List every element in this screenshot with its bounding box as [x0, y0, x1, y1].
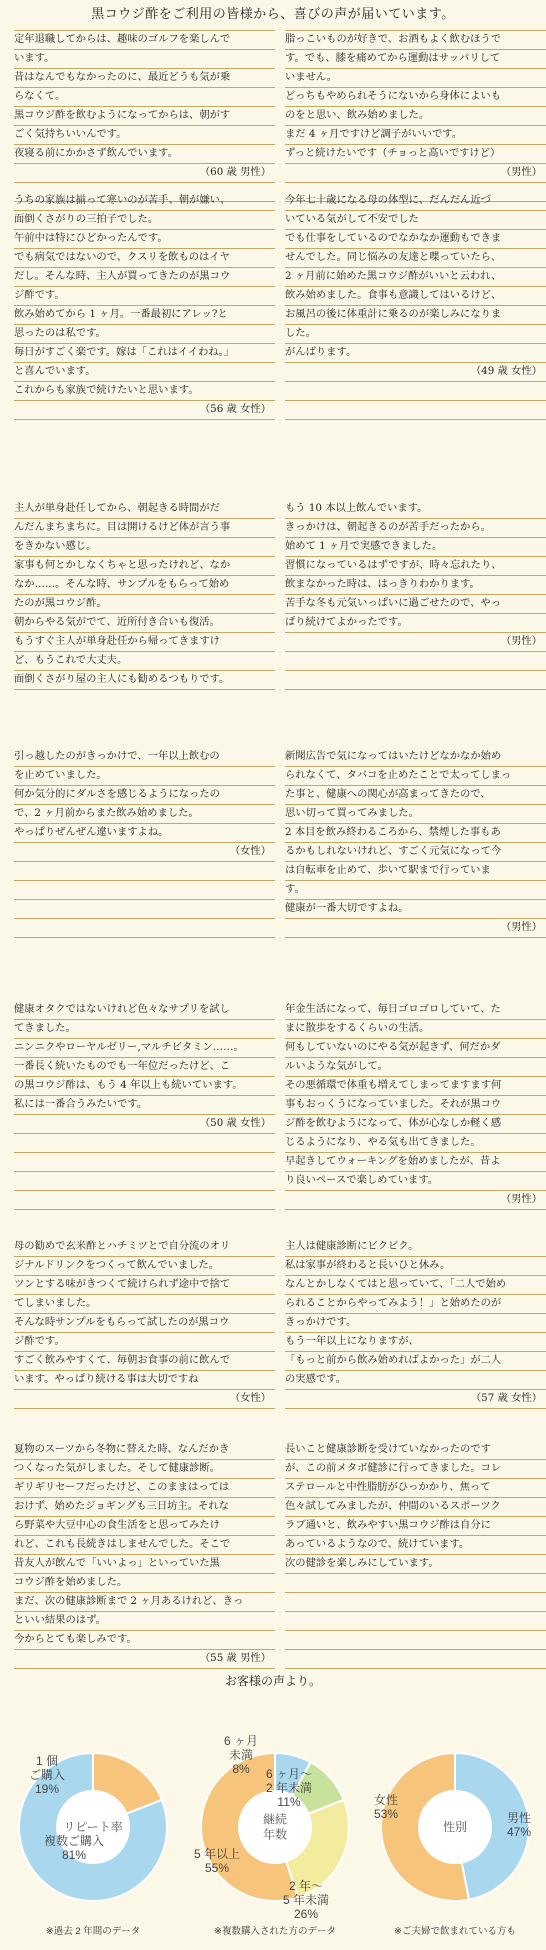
testimonial-signature: （男性）	[285, 633, 546, 652]
testimonial-line: おけず、始めたジョギングも三日坊主。それな	[14, 1498, 275, 1517]
testimonial-line: 色々試してみましたが、仲間のいるスポーツク	[285, 1498, 546, 1517]
testimonial-line: 主人は健康診断にビクビク。	[285, 1238, 546, 1257]
testimonial-line: ステロールと中性脂肪がひっかかり、焦って	[285, 1479, 546, 1498]
testimonial-line: 今年七十歳になる母の体型に、だんだん近づ	[285, 192, 546, 211]
testimonial-line: たのが黒コウジ酢。	[14, 595, 275, 614]
testimonial-line: を止めていました。	[14, 767, 275, 786]
testimonial-line: 私は家事が終わると長いひと休み。	[285, 1257, 546, 1276]
testimonial-line: なか……。そんな時、サンプルをもらって始め	[14, 576, 275, 595]
testimonial-line: は自転車を止めて、歩いて駅まで行っていま	[285, 862, 546, 881]
testimonial-signature: （55 歳 男性）	[14, 1650, 275, 1669]
testimonial-card	[14, 1441, 275, 1669]
testimonial-line: やっぱりぜんぜん違いますよね。	[14, 824, 275, 843]
slice-value-label: 11%	[277, 1795, 301, 1809]
slice-name-label: ご購入	[28, 1768, 66, 1782]
testimonial-line: せんでした。同じ悩みの友達と喋っていたら、	[285, 249, 546, 268]
testimonial-card	[14, 1238, 275, 1409]
testimonial-line: もうすぐ主人が単身赴任から帰ってきますけ	[14, 633, 275, 652]
ruled-line	[14, 1191, 275, 1210]
ruled-line	[285, 1593, 546, 1612]
ruled-line	[14, 1153, 275, 1172]
donut-center-label: 継続	[262, 1812, 288, 1827]
testimonial-line: 母の勧めで玄米酢とハチミツとで自分流のオリ	[14, 1238, 275, 1257]
testimonial-card	[285, 1441, 546, 1669]
testimonial-line: 黒コウジ酢を飲むようになってからは、朝がす	[14, 107, 275, 126]
ruled-line	[14, 1172, 275, 1191]
testimonial-line: コウジ酢を始めました。	[14, 1574, 275, 1593]
ruled-line	[14, 1134, 275, 1153]
testimonial-line: いている気がして不安でした	[285, 211, 546, 230]
testimonial-line: ギリギリセーフだったけど、このままはっては	[14, 1479, 275, 1498]
testimonial-line: きっかけは、朝起きるのが苦手だったから。	[285, 519, 546, 538]
testimonial-line: ニンニクやローヤルゼリー,マルチビタミン……。	[14, 1039, 275, 1058]
testimonial-line: 長いこと健康診断を受けていなかったのです	[285, 1441, 546, 1460]
continuation-years-svg	[184, 1690, 366, 1920]
ruled-line	[285, 382, 546, 401]
ruled-line	[14, 881, 275, 900]
testimonial-line: まに散歩をするくらいの生活。	[285, 1020, 546, 1039]
testimonial-line: 昔はなんでもなかったのに、最近どうも気が乗	[14, 69, 275, 88]
ruled-line	[14, 900, 275, 919]
testimonial-line: をきかない感じ。	[14, 538, 275, 557]
testimonial-line: 思ったのは私です。	[14, 325, 275, 344]
repeat-rate-note: ※過去 2 年間のデータ	[45, 1926, 141, 1937]
testimonial-line: がんばります。	[285, 344, 546, 363]
testimonial-line: 夏物のスーツから冬物に替えた時、なんだかき	[14, 1441, 275, 1460]
testimonial-line: れど、これも長続きはしませんでした。そこで	[14, 1536, 275, 1555]
testimonial-card	[285, 748, 546, 938]
survey-title: お客様の声より。	[224, 1674, 321, 1688]
testimonial-line: ツンとする味がきつくて続けられず途中で捨て	[14, 1276, 275, 1295]
ruled-line	[285, 1650, 546, 1669]
testimonial-line: います。やっぱり続ける事は大切ですね	[14, 1371, 275, 1390]
testimonial-line: 飲み始めました。食事も意識してはいるけど、	[285, 287, 546, 306]
testimonial-line: いません。	[285, 69, 546, 88]
testimonial-line: 事もおっくうになっていました。それが黒コウ	[285, 1096, 546, 1115]
repeat-rate-chart	[2, 1690, 184, 1950]
testimonial-signature: （60 歳 男性）	[14, 164, 275, 183]
testimonial-line: 思い切って買ってみました。	[285, 805, 546, 824]
slice-name-label: 6 ヶ月〜	[265, 1767, 313, 1781]
testimonial-line: じるようになり、やる気も出てきました。	[285, 1134, 546, 1153]
slice-value-label: 53%	[373, 1807, 399, 1821]
testimonial-line: ごく気持ちいいんです。	[14, 126, 275, 145]
testimonial-line: その悪循環で体重も増えてしまってますます何	[285, 1077, 546, 1096]
slice-name-label: 男性	[506, 1811, 532, 1825]
ruled-line	[285, 1631, 546, 1650]
testimonial-line: もう一年以上になりますが、	[285, 1333, 546, 1352]
ruled-line	[14, 919, 275, 938]
testimonial-line: 私には一番合うみたいです。	[14, 1096, 275, 1115]
slice-name-label: 6 ヶ月	[223, 1734, 259, 1748]
testimonial-signature: （男性）	[285, 919, 546, 938]
testimonial-line: お風呂の後に体重計に乗るのが楽しみになりま	[285, 306, 546, 325]
testimonial-card	[285, 500, 546, 690]
testimonial-card	[14, 748, 275, 938]
testimonial-signature: （50 歳 女性）	[14, 1115, 275, 1134]
testimonial-signature: （女性）	[14, 843, 275, 862]
testimonial-signature: （57 歳 女性）	[285, 1390, 546, 1409]
testimonial-line: 2 ヶ月前に始めた黒コウジ酢がいいと云われ、	[285, 268, 546, 287]
testimonial-line: られることからやってみよう！」と始めたのが	[285, 1295, 546, 1314]
testimonial-line: 主人が単身赴任してから、朝起きる時間がだ	[14, 500, 275, 519]
testimonial-line: うちの家族は揃って寒いのが苦手、朝が嫌い、	[14, 192, 275, 211]
slice-name-label: 2 年〜	[288, 1879, 324, 1893]
testimonial-signature: （男性）	[285, 164, 546, 183]
continuation-years-note: ※複数購入された方のデータ	[214, 1926, 336, 1937]
testimonial-line: 習慣になっているはずですが、時々忘れたり、	[285, 557, 546, 576]
testimonial-line: のをと思い、飲み始めました。	[285, 107, 546, 126]
testimonial-line: 朝からやる気がでて、近所付き合いも復活。	[14, 614, 275, 633]
testimonial-line: 健康が一番大切ですよね。	[285, 900, 546, 919]
gender-note: ※ご夫婦で飲まれている方も	[394, 1926, 516, 1937]
testimonial-line: きっかけです。	[285, 1314, 546, 1333]
slice-value-label: 47%	[506, 1825, 532, 1839]
testimonial-signature: （49 歳 女性）	[285, 363, 546, 382]
testimonial-line: 次の健診を楽しみにしています。	[285, 1555, 546, 1574]
testimonial-line: が、この前メタボ健診に行ってきました。コレ	[285, 1460, 546, 1479]
donut-center-label: 性別	[442, 1820, 468, 1834]
testimonial-signature: （男性）	[285, 1191, 546, 1210]
testimonial-line: 新聞広告で気になってはいたけどなかなか始め	[285, 748, 546, 767]
testimonial-line: 一番長く続いたものでも一年位だったけど、こ	[14, 1058, 275, 1077]
testimonial-card	[285, 30, 546, 202]
testimonial-line: と喜んでいます。	[14, 363, 275, 382]
testimonial-line: す。でも、膝を痛めてから運動はサッパリして	[285, 50, 546, 69]
testimonial-line: 夜寝る前にかかさず飲んでいます。	[14, 145, 275, 164]
testimonial-line: ら野菜や大豆中心の食生活をと思ってみたけ	[14, 1517, 275, 1536]
testimonial-card	[285, 1001, 546, 1210]
testimonial-card	[14, 500, 275, 690]
ruled-line	[285, 1612, 546, 1631]
testimonial-line: でも仕事をしているのでなかなか運動もできま	[285, 230, 546, 249]
testimonial-line: だし。そんな時、主人が買ってきたのが黒コウ	[14, 268, 275, 287]
testimonial-line: 年金生活になって、毎日ゴロゴロしていて、た	[285, 1001, 546, 1020]
testimonial-line: ずっと続けたいです（チョっと高いですけど）	[285, 145, 546, 164]
slice-name-label: 1 個	[35, 1754, 59, 1768]
testimonial-line: てきました。	[14, 1020, 275, 1039]
testimonial-line: られなくて、タバコを止めたことで太ってしまっ	[285, 767, 546, 786]
slice-name-label: 5 年未満	[282, 1893, 330, 1907]
donut-center-label: リピート率	[63, 1820, 123, 1834]
slice-name-label: 5 年以上	[193, 1847, 241, 1861]
testimonial-line: した。	[285, 325, 546, 344]
slice-name-label: 複数ご購入	[43, 1834, 105, 1848]
testimonial-line: そんな時サンプルをもらって試したのが黒コウ	[14, 1314, 275, 1333]
testimonial-line: 何もしていないのにやる気が起きず、何だかダ	[285, 1039, 546, 1058]
testimonial-line: 飲み始めてから 1 ヶ月。一番最初にアレッ?と	[14, 306, 275, 325]
testimonial-line: らなくて。	[14, 88, 275, 107]
testimonial-card	[14, 30, 275, 202]
testimonial-line: ルいような気がして。	[285, 1058, 546, 1077]
slice-value-label: 8%	[232, 1762, 250, 1776]
testimonial-line: 面倒くさがりの三拍子でした。	[14, 211, 275, 230]
slice-value-label: 81%	[61, 1848, 87, 1862]
testimonial-line: 「もっと前から飲み始めればよかった」が二人	[285, 1352, 546, 1371]
slice-value-label: 55%	[204, 1861, 230, 1875]
testimonial-line: た事と、健康への関心が高まってきたので、	[285, 786, 546, 805]
testimonial-line: 昔友人が飲んで「いいよっ」といっていた黒	[14, 1555, 275, 1574]
testimonial-card	[285, 192, 546, 420]
testimonial-line: 今からとても楽しみです。	[14, 1631, 275, 1650]
slice-name-label: 2 年未満	[265, 1781, 313, 1795]
testimonial-line: これからも家族で続けたいと思います。	[14, 382, 275, 401]
testimonial-line: ジナルドリンクをつくって飲んでいました。	[14, 1257, 275, 1276]
testimonial-line: 健康オタクではないけれど色々なサプリを試し	[14, 1001, 275, 1020]
testimonial-line: で、2 ヶ月前からまた飲み始めました。	[14, 805, 275, 824]
testimonial-line: すごく飲みやすくて、毎朝お食事の前に飲んで	[14, 1352, 275, 1371]
testimonial-line: ぱり続けてよかったです。	[285, 614, 546, 633]
slice-name-label: 女性	[373, 1793, 399, 1807]
testimonial-line: の黒コウジ酢は、もう 4 年以上も続いています。	[14, 1077, 275, 1096]
ruled-line	[285, 401, 546, 420]
testimonial-line: います。	[14, 50, 275, 69]
slice-value-label: 19%	[34, 1782, 60, 1796]
slice-value-label: 26%	[293, 1907, 319, 1920]
testimonial-line: ジ酢を飲むようになって、体が心なしか軽く感	[285, 1115, 546, 1134]
ruled-line	[285, 671, 546, 690]
testimonial-line: 何か気分的にダルさを感じるようになったの	[14, 786, 275, 805]
testimonial-line: まだ、次の健康診断まで 2 ヶ月あるけれど、きっ	[14, 1593, 275, 1612]
testimonial-line: 引っ越したのがきっかけで、一年以上飲むの	[14, 748, 275, 767]
testimonial-line: 家事も何とかしなくちゃと思ったけれど、なか	[14, 557, 275, 576]
testimonial-line: ジ酢です。	[14, 287, 275, 306]
testimonial-line: 脂っこいものが好きで、お酒もよく飲むほうで	[285, 31, 546, 50]
testimonial-line: 始めて 1 ヶ月で実感できました。	[285, 538, 546, 557]
testimonial-line: ジ酢です。	[14, 1333, 275, 1352]
testimonial-line: るかもしれないけれど、すごく元気になって今	[285, 843, 546, 862]
testimonial-card	[285, 1238, 546, 1409]
testimonial-line: あっているようなので、続けています。	[285, 1536, 546, 1555]
ruled-line	[285, 652, 546, 671]
testimonial-line: なんとかしなくてはと思っていて、「二人で始め	[285, 1276, 546, 1295]
testimonial-line: てしまいました。	[14, 1295, 275, 1314]
testimonial-card	[14, 192, 275, 420]
page-title: 黒コウジ酢をご利用の皆様から、喜びの声が届いています。	[91, 7, 455, 22]
testimonial-line: 毎日がすごく楽です。嫁は「これはイイわね。」	[14, 344, 275, 363]
ruled-line	[285, 1574, 546, 1593]
testimonial-line: んだんまちまちに。目は開けるけど体が言う事	[14, 519, 275, 538]
testimonial-line: 飲まなかった時は、はっきりわかります。	[285, 576, 546, 595]
testimonial-line: す。	[285, 881, 546, 900]
gender-chart	[364, 1690, 546, 1950]
slice-name-label: 未満	[228, 1748, 254, 1762]
testimonial-line: まだ 4 ヶ月ですけど調子がいいです。	[285, 126, 546, 145]
testimonial-line: 定年退職してからは、趣味のゴルフを楽しんで	[14, 31, 275, 50]
testimonial-line: の実感です。	[285, 1371, 546, 1390]
testimonial-line: といい結果のはず。	[14, 1612, 275, 1631]
continuation-years-chart	[184, 1690, 366, 1950]
testimonial-line: 午前中は特にひどかったんです。	[14, 230, 275, 249]
repeat-rate-svg	[2, 1690, 184, 1920]
testimonial-line: 早起きしてウォーキングを始めましたが、昔よ	[285, 1153, 546, 1172]
testimonial-line: 苦手な冬も元気いっぱいに過ごせたので、やっ	[285, 595, 546, 614]
testimonial-line: ラブ通いと、飲みやすい黒コウジ酢は自分に	[285, 1517, 546, 1536]
testimonial-line: どっちもやめられそうにないから身体によいも	[285, 88, 546, 107]
testimonial-line: り良いペースで楽しめています。	[285, 1172, 546, 1191]
testimonial-line: 2 本目を飲み終わるころから、禁煙した事もあ	[285, 824, 546, 843]
gender-svg	[364, 1690, 546, 1920]
donut-center-label: 年数	[262, 1827, 288, 1842]
testimonial-line: でも病気ではないので、クスリを飲ものはイヤ	[14, 249, 275, 268]
testimonial-line: つくなった気がしました。そして健康診断。	[14, 1460, 275, 1479]
testimonial-signature: （女性）	[14, 1390, 275, 1409]
ruled-line	[14, 862, 275, 881]
testimonial-line: もう 10 本以上飲んでいます。	[285, 500, 546, 519]
testimonial-signature: （56 歳 女性）	[14, 401, 275, 420]
testimonial-line: 面倒くさがり屋の主人にも勧めるつもりです。	[14, 671, 275, 690]
testimonial-card	[14, 1001, 275, 1210]
testimonial-line: ど、もうこれで大丈夫。	[14, 652, 275, 671]
